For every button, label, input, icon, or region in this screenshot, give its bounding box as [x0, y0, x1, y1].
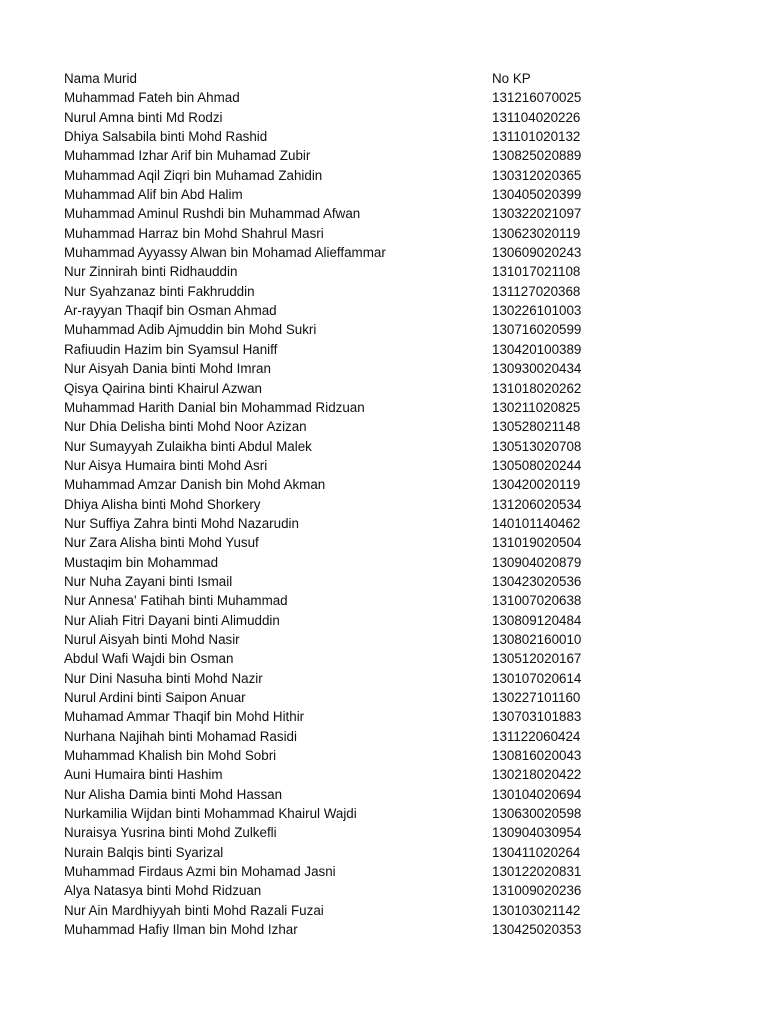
- no-kp-cell: 130107020614: [492, 670, 582, 686]
- no-kp-cell: 131216070025: [492, 90, 582, 106]
- student-name-cell: Abdul Wafi Wajdi bin Osman: [64, 651, 234, 667]
- table-row: [64, 514, 704, 533]
- student-name-cell: Muhammad Harraz bin Mohd Shahrul Masri: [64, 225, 324, 241]
- student-name-cell: Muhammad Khalish bin Mohd Sobri: [64, 748, 277, 764]
- table-row: [64, 804, 704, 823]
- student-name-cell: Muhammad Amzar Danish bin Mohd Akman: [64, 477, 326, 493]
- student-name-cell: Ar-rayyan Thaqif bin Osman Ahmad: [64, 303, 277, 319]
- table-body: [64, 88, 704, 939]
- no-kp-cell: 131019020504: [492, 535, 582, 551]
- no-kp-cell: 130122020831: [492, 864, 582, 880]
- no-kp-cell: 140101140462: [492, 515, 581, 531]
- no-kp-cell: 130630020598: [492, 806, 582, 822]
- no-kp-cell: 130716020599: [492, 322, 582, 338]
- no-kp-cell: 130930020434: [492, 361, 582, 377]
- no-kp-cell: 130405020399: [492, 187, 582, 203]
- student-name-cell: Nuraisya Yusrina binti Mohd Zulkefli: [64, 825, 277, 841]
- no-kp-cell: 130411020264: [492, 844, 581, 860]
- no-kp-cell: 131127020368: [492, 283, 581, 299]
- student-name-cell: Nurul Amna binti Md Rodzi: [64, 109, 223, 125]
- table-row: [64, 204, 704, 223]
- student-name-cell: Muhammad Aqil Ziqri bin Muhamad Zahidin: [64, 167, 323, 183]
- student-name-cell: Dhiya Salsabila binti Mohd Rashid: [64, 129, 268, 145]
- table-row: [64, 611, 704, 630]
- student-name-cell: Nur Zara Alisha binti Mohd Yusuf: [64, 535, 259, 551]
- no-kp-cell: 130904030954: [492, 825, 582, 841]
- table-row: [64, 630, 704, 649]
- student-table: [64, 69, 704, 939]
- table-row: [64, 475, 704, 494]
- student-name-cell: Alya Natasya binti Mohd Ridzuan: [64, 883, 262, 899]
- student-name-cell: Nur Annesa' Fatihah binti Muhammad: [64, 593, 288, 609]
- student-name-cell: Nurul Aisyah binti Mohd Nasir: [64, 631, 240, 647]
- student-name-cell: Nur Ain Mardhiyyah binti Mohd Razali Fuzai: [64, 902, 324, 918]
- student-name-cell: Muhammad Firdaus Azmi bin Mohamad Jasni: [64, 864, 336, 880]
- table-row: [64, 533, 704, 552]
- no-kp-cell: 131018020262: [492, 380, 582, 396]
- student-name-cell: Muhammad Harith Danial bin Mohammad Ridzuan: [64, 399, 365, 415]
- table-row: [64, 572, 704, 591]
- no-kp-cell: 130508020244: [492, 457, 582, 473]
- header-row: [64, 69, 704, 88]
- table-row: [64, 823, 704, 842]
- student-name-cell: Muhammad Izhar Arif bin Muhamad Zubir: [64, 148, 311, 164]
- no-kp-cell: 130423020536: [492, 573, 582, 589]
- student-name-cell: Nur Dhia Delisha binti Mohd Noor Azizan: [64, 419, 307, 435]
- student-name-cell: Nur Dini Nasuha binti Mohd Nazir: [64, 670, 263, 686]
- no-kp-cell: 131017021108: [492, 264, 581, 280]
- no-kp-cell: 130420100389: [492, 341, 582, 357]
- no-kp-cell: 130802160010: [492, 631, 582, 647]
- table-row: [64, 920, 704, 939]
- no-kp-cell: 130513020708: [492, 438, 582, 454]
- table-row: [64, 862, 704, 881]
- student-name-cell: Nur Alisha Damia binti Mohd Hassan: [64, 786, 283, 802]
- no-kp-cell: 130103021142: [492, 902, 581, 918]
- no-kp-cell: 131104020226: [492, 109, 581, 125]
- student-name-cell: Rafiuudin Hazim bin Syamsul Haniff: [64, 341, 278, 357]
- table-row: [64, 359, 704, 378]
- no-kp-cell: 130226101003: [492, 303, 582, 319]
- table-row: [64, 456, 704, 475]
- no-kp-cell: 131101020132: [492, 129, 581, 145]
- no-kp-cell: 130825020889: [492, 148, 582, 164]
- student-name-cell: Nur Syahzanaz binti Fakhruddin: [64, 283, 255, 299]
- table-row: [64, 127, 704, 146]
- table-row: [64, 398, 704, 417]
- table-row: [64, 243, 704, 262]
- no-kp-cell: 130904020879: [492, 554, 582, 570]
- no-kp-cell: 130512020167: [492, 651, 582, 667]
- no-kp-cell: 131122060424: [492, 728, 581, 744]
- header-no-kp: No KP: [492, 71, 531, 86]
- student-name-cell: Muhammad Hafiy Ilman bin Mohd Izhar: [64, 922, 298, 938]
- student-name-cell: Nur Sumayyah Zulaikha binti Abdul Malek: [64, 438, 312, 454]
- table-row: [64, 785, 704, 804]
- table-row: [64, 166, 704, 185]
- student-name-cell: Muhammad Fateh bin Ahmad: [64, 90, 240, 106]
- student-name-cell: Nur Aisyah Dania binti Mohd Imran: [64, 361, 271, 377]
- table-row: [64, 901, 704, 920]
- student-name-cell: Nurkamilia Wijdan binti Mohammad Khairul Wajdi: [64, 806, 357, 822]
- table-row: [64, 437, 704, 456]
- table-row: [64, 669, 704, 688]
- no-kp-cell: 130312020365: [492, 167, 582, 183]
- student-name-cell: Mustaqim bin Mohammad: [64, 554, 219, 570]
- table-row: [64, 746, 704, 765]
- table-row: [64, 108, 704, 127]
- no-kp-cell: 131206020534: [492, 496, 582, 512]
- table-row: [64, 224, 704, 243]
- table-row: [64, 282, 704, 301]
- student-name-cell: Muhammad Adib Ajmuddin bin Mohd Sukri: [64, 322, 317, 338]
- no-kp-cell: 130703101883: [492, 709, 582, 725]
- student-name-cell: Nur Nuha Zayani binti Ismail: [64, 573, 233, 589]
- header-nama-murid: Nama Murid: [64, 71, 137, 86]
- no-kp-cell: 130623020119: [492, 225, 581, 241]
- student-name-cell: Nurhana Najihah binti Mohamad Rasidi: [64, 728, 297, 744]
- table-row: [64, 320, 704, 339]
- table-row: [64, 727, 704, 746]
- student-name-cell: Nur Zinnirah binti Ridhauddin: [64, 264, 238, 280]
- no-kp-cell: 130322021097: [492, 206, 582, 222]
- table-row: [64, 881, 704, 900]
- no-kp-cell: 131007020638: [492, 593, 582, 609]
- student-name-cell: Nur Aisya Humaira binti Mohd Asri: [64, 457, 268, 473]
- no-kp-cell: 130528021148: [492, 419, 581, 435]
- table-row: [64, 649, 704, 668]
- table-row: [64, 340, 704, 359]
- table-row: [64, 146, 704, 165]
- student-name-cell: Nurain Balqis binti Syarizal: [64, 844, 224, 860]
- no-kp-cell: 130104020694: [492, 786, 582, 802]
- no-kp-cell: 130218020422: [492, 767, 582, 783]
- no-kp-cell: 130809120484: [492, 612, 582, 628]
- table-row: [64, 379, 704, 398]
- table-row: [64, 495, 704, 514]
- no-kp-cell: 130227101160: [492, 690, 581, 705]
- no-kp-cell: 130420020119: [492, 477, 581, 493]
- no-kp-cell: 130211020825: [492, 399, 581, 415]
- student-name-cell: Dhiya Alisha binti Mohd Shorkery: [64, 496, 261, 512]
- table-row: [64, 262, 704, 281]
- student-name-cell: Nur Suffiya Zahra binti Mohd Nazarudin: [64, 515, 299, 531]
- student-name-cell: Nur Aliah Fitri Dayani binti Alimuddin: [64, 612, 280, 628]
- student-name-cell: Muhammad Ayyassy Alwan bin Mohamad Alieffammar: [64, 245, 386, 261]
- student-name-cell: Muhamad Ammar Thaqif bin Mohd Hithir: [64, 709, 305, 725]
- student-name-cell: Nurul Ardini binti Saipon Anuar: [64, 690, 246, 705]
- no-kp-cell: 130425020353: [492, 922, 582, 938]
- student-name-cell: Muhammad Aminul Rushdi bin Muhammad Afwan: [64, 206, 361, 222]
- no-kp-cell: 130816020043: [492, 748, 582, 764]
- table-row: [64, 301, 704, 320]
- student-name-cell: Qisya Qairina binti Khairul Azwan: [64, 380, 262, 396]
- table-row: [64, 843, 704, 862]
- table-row: [64, 88, 704, 107]
- table-row: [64, 553, 704, 572]
- table-row: [64, 591, 704, 610]
- student-name-cell: Auni Humaira binti Hashim: [64, 767, 223, 783]
- table-row: [64, 185, 704, 204]
- table-row: [64, 417, 704, 436]
- student-name-cell: Muhammad Alif bin Abd Halim: [64, 187, 243, 203]
- table-row: [64, 765, 704, 784]
- table-row: [64, 707, 704, 726]
- no-kp-cell: 130609020243: [492, 245, 582, 261]
- table-row: [64, 688, 704, 707]
- no-kp-cell: 131009020236: [492, 883, 582, 899]
